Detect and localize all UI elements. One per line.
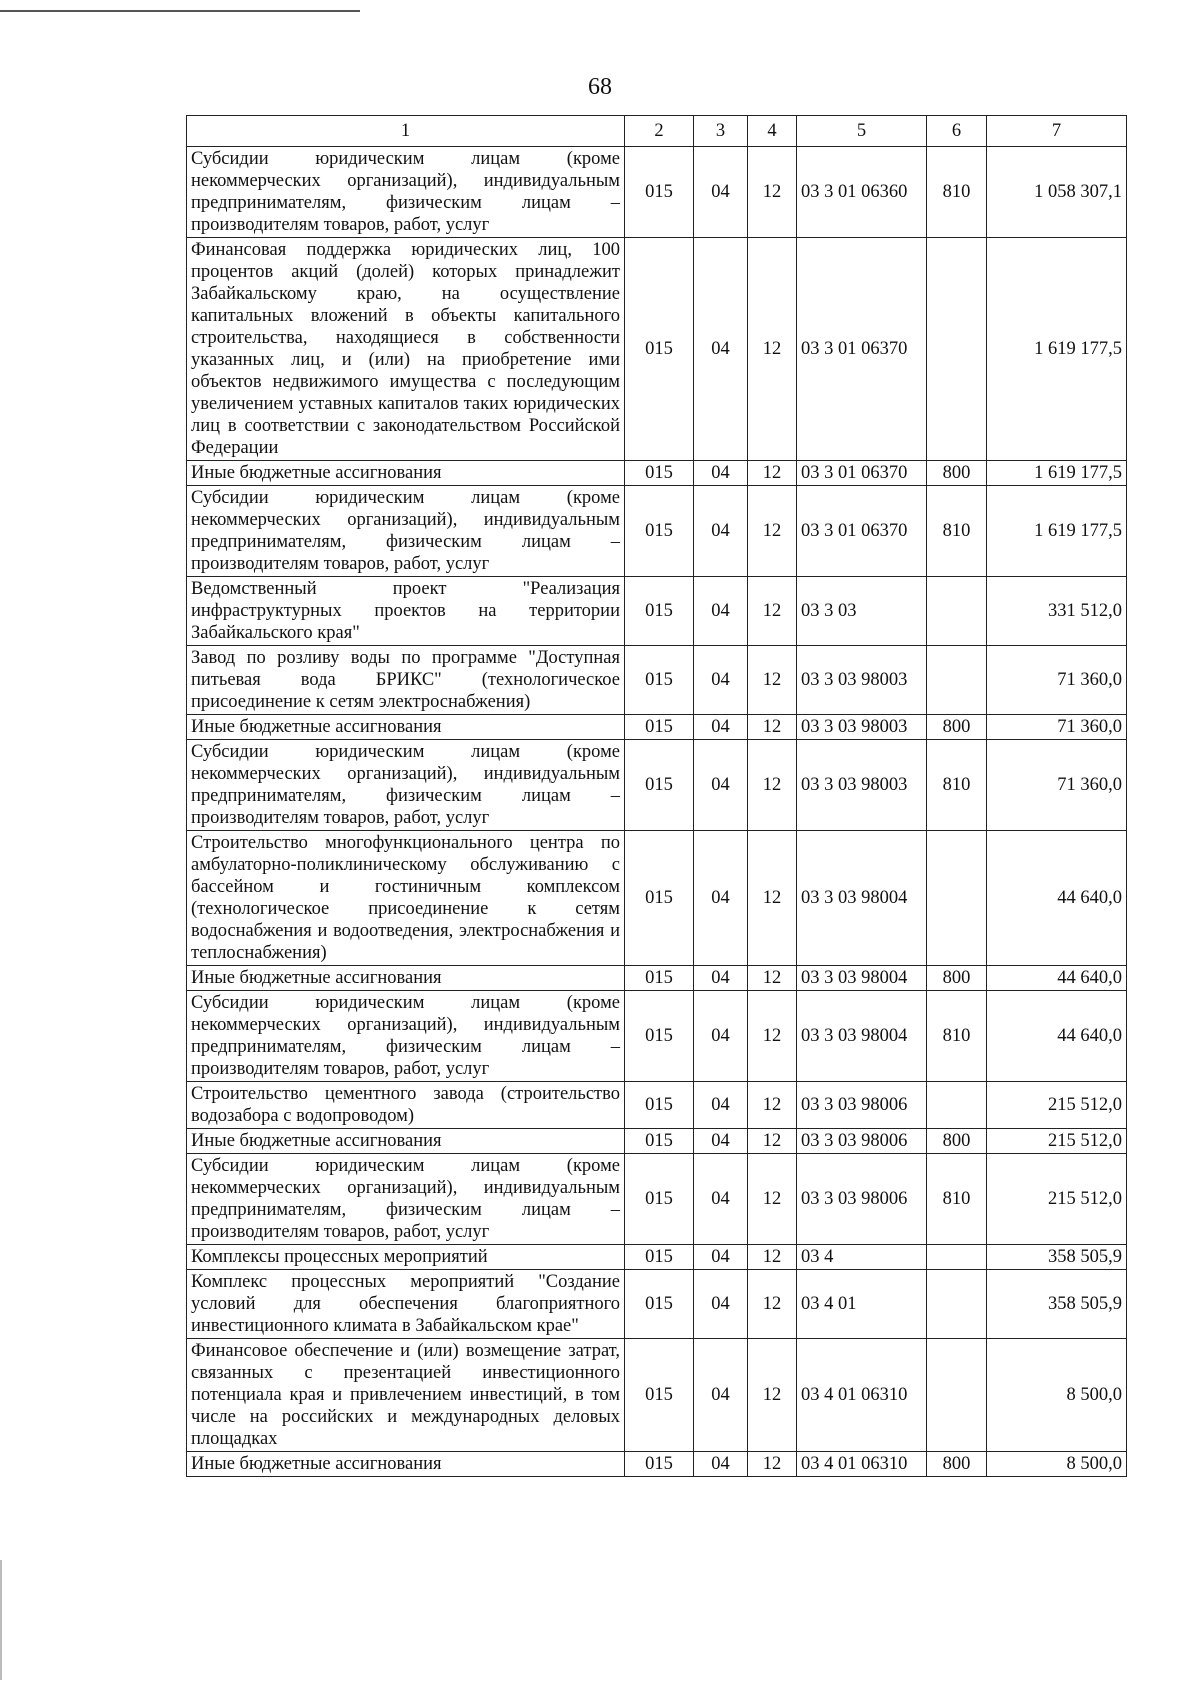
table-row bbox=[187, 740, 1127, 831]
subsection-cell: 12 bbox=[748, 740, 797, 831]
amount-cell: 71 360,0 bbox=[987, 646, 1127, 715]
section-cell: 04 bbox=[694, 715, 748, 740]
expense-type-cell: 810 bbox=[927, 991, 987, 1082]
table-row bbox=[187, 1339, 1127, 1452]
target-article-cell: 03 4 01 06310 bbox=[797, 1339, 927, 1452]
amount-cell: 44 640,0 bbox=[987, 966, 1127, 991]
header-cell: 7 bbox=[987, 116, 1127, 147]
admin-code-cell: 015 bbox=[625, 991, 694, 1082]
expense-type-cell: 810 bbox=[927, 740, 987, 831]
section-cell: 04 bbox=[694, 147, 748, 238]
table-row bbox=[187, 1154, 1127, 1245]
section-cell: 04 bbox=[694, 1082, 748, 1129]
expense-type-cell: 800 bbox=[927, 715, 987, 740]
target-article-cell: 03 3 03 98003 bbox=[797, 646, 927, 715]
row-name-cell: Субсидии юридическим лицам (кроме некоммерческих организаций), индивидуальным предпринимателям, физическим лицам – производителям товаров, работ, услуг bbox=[187, 991, 625, 1082]
table-row bbox=[187, 646, 1127, 715]
target-article-cell: 03 3 03 bbox=[797, 577, 927, 646]
subsection-cell: 12 bbox=[748, 238, 797, 461]
section-cell: 04 bbox=[694, 831, 748, 966]
target-article-cell: 03 3 01 06360 bbox=[797, 147, 927, 238]
admin-code-cell: 015 bbox=[625, 577, 694, 646]
target-article-cell: 03 3 03 98006 bbox=[797, 1129, 927, 1154]
target-article-cell: 03 3 03 98006 bbox=[797, 1154, 927, 1245]
admin-code-cell: 015 bbox=[625, 1129, 694, 1154]
subsection-cell: 12 bbox=[748, 831, 797, 966]
section-cell: 04 bbox=[694, 740, 748, 831]
amount-cell: 215 512,0 bbox=[987, 1129, 1127, 1154]
row-name-cell: Субсидии юридическим лицам (кроме некоммерческих организаций), индивидуальным предпринимателям, физическим лицам – производителям товаров, работ, услуг bbox=[187, 740, 625, 831]
row-name-cell: Финансовая поддержка юридических лиц, 100 процентов акций (долей) которых принадлежит Забайкальскому краю, на осуществление капитальных вложений в объекты капитального строительства, находящиеся в собственности указанных лиц, и (или) на приобретение ими объектов недвижимого имущества с последующим увеличением уставных капиталов таких юридических лиц в соответствии с законодательством Российской Федерации bbox=[187, 238, 625, 461]
row-name-cell: Субсидии юридическим лицам (кроме некоммерческих организаций), индивидуальным предпринимателям, физическим лицам – производителям товаров, работ, услуг bbox=[187, 486, 625, 577]
section-cell: 04 bbox=[694, 1339, 748, 1452]
section-cell: 04 bbox=[694, 1245, 748, 1270]
subsection-cell: 12 bbox=[748, 715, 797, 740]
header-cell: 2 bbox=[625, 116, 694, 147]
section-cell: 04 bbox=[694, 991, 748, 1082]
table-body bbox=[187, 147, 1127, 1477]
header-cell: 4 bbox=[748, 116, 797, 147]
target-article-cell: 03 3 03 98004 bbox=[797, 966, 927, 991]
target-article-cell: 03 3 01 06370 bbox=[797, 486, 927, 577]
expense-type-cell: 810 bbox=[927, 1154, 987, 1245]
table-row bbox=[187, 461, 1127, 486]
table-row bbox=[187, 1245, 1127, 1270]
expense-type-cell: 800 bbox=[927, 1452, 987, 1477]
header-cell: 6 bbox=[927, 116, 987, 147]
table-row bbox=[187, 715, 1127, 740]
expense-type-cell bbox=[927, 831, 987, 966]
subsection-cell: 12 bbox=[748, 1339, 797, 1452]
expense-type-cell: 800 bbox=[927, 461, 987, 486]
target-article-cell: 03 3 03 98003 bbox=[797, 740, 927, 831]
admin-code-cell: 015 bbox=[625, 461, 694, 486]
table-row bbox=[187, 238, 1127, 461]
expense-type-cell: 810 bbox=[927, 147, 987, 238]
section-cell: 04 bbox=[694, 1154, 748, 1245]
admin-code-cell: 015 bbox=[625, 1082, 694, 1129]
admin-code-cell: 015 bbox=[625, 1270, 694, 1339]
row-name-cell: Субсидии юридическим лицам (кроме некоммерческих организаций), индивидуальным предпринимателям, физическим лицам – производителям товаров, работ, услуг bbox=[187, 1154, 625, 1245]
expense-type-cell: 800 bbox=[927, 966, 987, 991]
section-cell: 04 bbox=[694, 461, 748, 486]
table-row bbox=[187, 1270, 1127, 1339]
target-article-cell: 03 4 01 06310 bbox=[797, 1452, 927, 1477]
subsection-cell: 12 bbox=[748, 991, 797, 1082]
subsection-cell: 12 bbox=[748, 461, 797, 486]
section-cell: 04 bbox=[694, 577, 748, 646]
subsection-cell: 12 bbox=[748, 1082, 797, 1129]
row-name-cell: Иные бюджетные ассигнования bbox=[187, 1452, 625, 1477]
section-cell: 04 bbox=[694, 1129, 748, 1154]
section-cell: 04 bbox=[694, 1452, 748, 1477]
section-cell: 04 bbox=[694, 238, 748, 461]
row-name-cell: Строительство цементного завода (строительство водозабора с водопроводом) bbox=[187, 1082, 625, 1129]
page-number: 68 bbox=[588, 74, 612, 100]
row-name-cell: Субсидии юридическим лицам (кроме некоммерческих организаций), индивидуальным предпринимателям, физическим лицам – производителям товаров, работ, услуг bbox=[187, 147, 625, 238]
table-row bbox=[187, 486, 1127, 577]
expense-type-cell bbox=[927, 1270, 987, 1339]
row-name-cell: Комплекс процессных мероприятий "Создание условий для обеспечения благоприятного инвестиционного климата в Забайкальском крае" bbox=[187, 1270, 625, 1339]
amount-cell: 8 500,0 bbox=[987, 1339, 1127, 1452]
table-row bbox=[187, 1129, 1127, 1154]
amount-cell: 1 619 177,5 bbox=[987, 461, 1127, 486]
table-row bbox=[187, 147, 1127, 238]
admin-code-cell: 015 bbox=[625, 1339, 694, 1452]
amount-cell: 71 360,0 bbox=[987, 715, 1127, 740]
subsection-cell: 12 bbox=[748, 147, 797, 238]
row-name-cell: Строительство многофункционального центра по амбулаторно-поликлиническому обслуживанию с бассейном и гостиничным комплексом (технологическое присоединение к сетям водоснабжения и водоотведения, электроснабжения и теплоснабжения) bbox=[187, 831, 625, 966]
scan-top-rule bbox=[0, 10, 360, 12]
subsection-cell: 12 bbox=[748, 966, 797, 991]
expense-type-cell: 800 bbox=[927, 1129, 987, 1154]
section-cell: 04 bbox=[694, 486, 748, 577]
subsection-cell: 12 bbox=[748, 486, 797, 577]
admin-code-cell: 015 bbox=[625, 486, 694, 577]
amount-cell: 1 619 177,5 bbox=[987, 238, 1127, 461]
table-row bbox=[187, 1452, 1127, 1477]
row-name-cell: Иные бюджетные ассигнования bbox=[187, 1129, 625, 1154]
target-article-cell: 03 4 01 bbox=[797, 1270, 927, 1339]
header-row bbox=[187, 116, 1127, 147]
table-row bbox=[187, 991, 1127, 1082]
expense-type-cell bbox=[927, 1082, 987, 1129]
subsection-cell: 12 bbox=[748, 577, 797, 646]
subsection-cell: 12 bbox=[748, 646, 797, 715]
amount-cell: 1 058 307,1 bbox=[987, 147, 1127, 238]
row-name-cell: Завод по розливу воды по программе "Доступная питьевая вода БРИКС" (технологическое присоединение к сетям электроснабжения) bbox=[187, 646, 625, 715]
admin-code-cell: 015 bbox=[625, 966, 694, 991]
subsection-cell: 12 bbox=[748, 1270, 797, 1339]
row-name-cell: Финансовое обеспечение и (или) возмещение затрат, связанных с презентацией инвестиционного потенциала края и привлечением инвестиций, в том числе на российских и международных деловых площадках bbox=[187, 1339, 625, 1452]
table-row bbox=[187, 1082, 1127, 1129]
target-article-cell: 03 4 bbox=[797, 1245, 927, 1270]
target-article-cell: 03 3 03 98004 bbox=[797, 991, 927, 1082]
row-name-cell: Комплексы процессных мероприятий bbox=[187, 1245, 625, 1270]
admin-code-cell: 015 bbox=[625, 1452, 694, 1477]
row-name-cell: Иные бюджетные ассигнования bbox=[187, 715, 625, 740]
row-name-cell: Иные бюджетные ассигнования bbox=[187, 461, 625, 486]
subsection-cell: 12 bbox=[748, 1452, 797, 1477]
expense-type-cell bbox=[927, 1339, 987, 1452]
admin-code-cell: 015 bbox=[625, 831, 694, 966]
amount-cell: 215 512,0 bbox=[987, 1082, 1127, 1129]
section-cell: 04 bbox=[694, 1270, 748, 1339]
target-article-cell: 03 3 03 98003 bbox=[797, 715, 927, 740]
amount-cell: 71 360,0 bbox=[987, 740, 1127, 831]
subsection-cell: 12 bbox=[748, 1245, 797, 1270]
section-cell: 04 bbox=[694, 966, 748, 991]
subsection-cell: 12 bbox=[748, 1129, 797, 1154]
amount-cell: 1 619 177,5 bbox=[987, 486, 1127, 577]
budget-table bbox=[186, 115, 1127, 1477]
amount-cell: 215 512,0 bbox=[987, 1154, 1127, 1245]
header-cell: 3 bbox=[694, 116, 748, 147]
expense-type-cell bbox=[927, 1245, 987, 1270]
admin-code-cell: 015 bbox=[625, 740, 694, 831]
target-article-cell: 03 3 03 98006 bbox=[797, 1082, 927, 1129]
table-row bbox=[187, 577, 1127, 646]
admin-code-cell: 015 bbox=[625, 1154, 694, 1245]
table-row bbox=[187, 966, 1127, 991]
admin-code-cell: 015 bbox=[625, 1245, 694, 1270]
target-article-cell: 03 3 01 06370 bbox=[797, 238, 927, 461]
table-row bbox=[187, 831, 1127, 966]
amount-cell: 44 640,0 bbox=[987, 991, 1127, 1082]
expense-type-cell bbox=[927, 646, 987, 715]
section-cell: 04 bbox=[694, 646, 748, 715]
header-cell: 5 bbox=[797, 116, 927, 147]
subsection-cell: 12 bbox=[748, 1154, 797, 1245]
admin-code-cell: 015 bbox=[625, 238, 694, 461]
amount-cell: 331 512,0 bbox=[987, 577, 1127, 646]
expense-type-cell: 810 bbox=[927, 486, 987, 577]
scan-edge-mark bbox=[0, 1560, 2, 1680]
admin-code-cell: 015 bbox=[625, 715, 694, 740]
amount-cell: 358 505,9 bbox=[987, 1270, 1127, 1339]
header-cell: 1 bbox=[187, 116, 625, 147]
row-name-cell: Иные бюджетные ассигнования bbox=[187, 966, 625, 991]
admin-code-cell: 015 bbox=[625, 646, 694, 715]
expense-type-cell bbox=[927, 238, 987, 461]
amount-cell: 358 505,9 bbox=[987, 1245, 1127, 1270]
admin-code-cell: 015 bbox=[625, 147, 694, 238]
expense-type-cell bbox=[927, 577, 987, 646]
target-article-cell: 03 3 03 98004 bbox=[797, 831, 927, 966]
row-name-cell: Ведомственный проект "Реализация инфраструктурных проектов на территории Забайкальского края" bbox=[187, 577, 625, 646]
amount-cell: 44 640,0 bbox=[987, 831, 1127, 966]
target-article-cell: 03 3 01 06370 bbox=[797, 461, 927, 486]
amount-cell: 8 500,0 bbox=[987, 1452, 1127, 1477]
